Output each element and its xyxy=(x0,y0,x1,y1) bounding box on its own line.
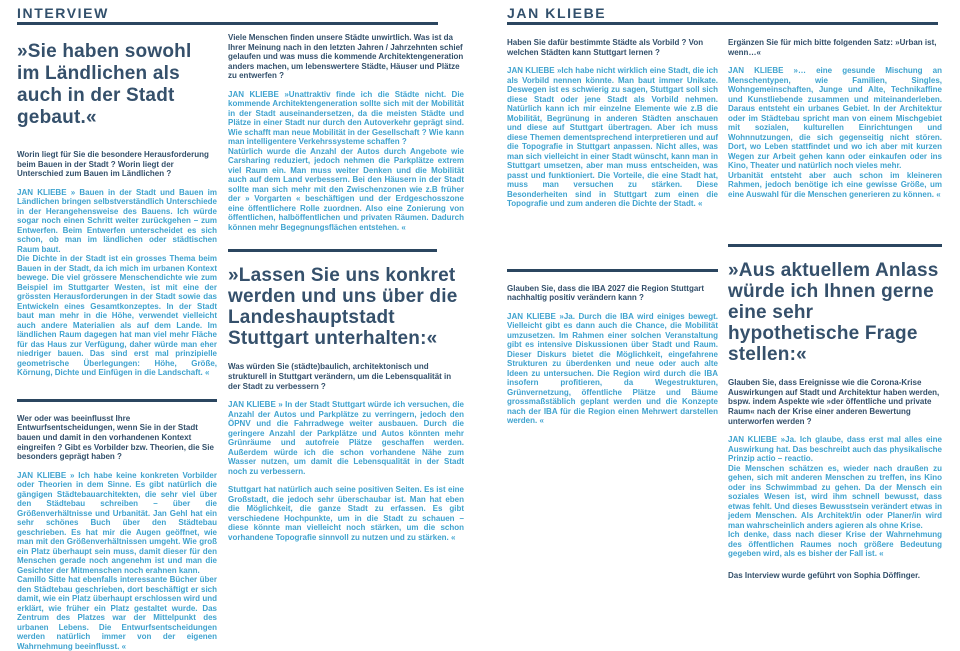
answer-paragraph: Die Menschen schätzen es, wieder nach draußen zu gehen, sich mit anderen Menschen zu treffen, ins Kino oder ins Schwimmbad zu gehen. Da der Mensch ein soziales Wesen ist, wird ihm schnell bewusst, dass etwas fehlt. Und dieses Bewusstsein verändert etwas in jedem Menschen. Als Architekt/in oder Planer/in wird man wahrscheinlich anders agieren als ohne Krise. xyxy=(728,463,942,530)
answer-paragraph: JAN KLIEBE » Bauen in der Stadt und Bauen im Ländlichen bringen selbstverständlich Unterschiede in der Herangehensweise des Bauens. Ich würde sogar noch einen Schritt weiter zurückgehen – zum Entwerfen. Beim Entwerfen unterscheidet es sich schon, ob man im ländlichen oder städtischen Raum baut. xyxy=(17,187,217,254)
answer-paragraph: JAN KLIEBE » In der Stadt Stuttgart würde ich versuchen, die Anzahl der Autos und Parkplätze zu verringern, jedoch den ÖPNV und die Fahrradwege weiter ausbauen. Durch die geringere Anzahl der Parkplätze und Autos könnten mehr Grünräume und autofreie Plätze geschaffen werden. Außerdem würde ich die schon vorhandene Nähe zum Wasser nutzen, um damit die Lebensqualität in der Stadt noch zu verbessern. xyxy=(228,400,464,476)
column-1 xyxy=(17,41,217,651)
answer-paragraph: Stuttgart hat natürlich auch seine positiven Seiten. Es ist eine Großstadt, die jedoch sehr überschaubar ist. Man hat eben die Möglichkeit, die ganze Stadt zu erfassen. Es gibt verschiedene Hochpunkte, um in die Stadt zu schauen – diese könnte man vielleicht noch stärken, um die schon vorhandene Topografie sinnvoll zu nutzen und zu stärken. « xyxy=(228,485,464,542)
pull-quote: »Aus aktuellem Anlass würde ich Ihnen gerne eine sehr hypothetische Frage stellen:« xyxy=(728,260,939,366)
right-page-kicker: JAN KLIEBE xyxy=(507,5,607,21)
left-header-rule xyxy=(17,22,438,25)
section-divider xyxy=(228,249,437,252)
section-divider xyxy=(507,269,718,272)
question: Glauben Sie, dass die IBA 2027 die Region Stuttgart nachhaltig positiv verändern kann ? xyxy=(507,283,705,303)
column-2 xyxy=(228,33,464,542)
question: Glauben Sie, dass Ereignisse wie die Corona-Krise Auswirkungen auf Stadt und Architektur haben werden, bspw. indem Aspekte wie »der öffentliche und private Raum« nach der Krise einer anderen Bewertung unterworfen werden ? xyxy=(728,378,940,426)
left-page-kicker: INTERVIEW xyxy=(17,5,109,21)
section-divider xyxy=(17,399,217,402)
answer-paragraph: JAN KLIEBE »Ja. Ich glaube, dass erst mal alles eine Auswirkung hat. Das beschreibt auch das physikalische Prinzip actio – reactio. xyxy=(728,435,942,464)
answer-paragraph: Ich denke, dass nach dieser Krise der Wahrnehmung des öffentlichen Raumes noch größere Bedeutung gegeben wird, als es bisher der Fall ist. « xyxy=(728,530,942,559)
answer-paragraph: Natürlich wurde die Anzahl der Autos durch Angebote wie Carsharing reduziert, jedoch nehmen die Parkplätze extrem viel Raum ein. Man muss weiter Denken und die Mobilität auch auf dem Land verbessern. Bei den Häusern in der Stadt sollte man sich mehr mit den Zwischenzonen wie z.B früher der » Vorgarten « beschäftigen und der Erdgeschosszone eine öffentlichere Rolle zuordnen. Also eine Zonierung von öffentlichen, halböffentlichen und privaten Räumen. Dadurch können mehr Begegnungsflächen entstehen. « xyxy=(228,146,464,232)
answer-paragraph: JAN KLIEBE » Ich habe keine konkreten Vorbilder oder Theorien in dem Sinne. Es gibt natürlich die gängigen Städtebauarchitekten, die sehr viel über den Städtebau schreiben – über die Größenverhältnisse und Urbanität. Jan Gehl hat ein sehr schönes Buch über den Städtebau geschrieben. Es hat mir die Augen geöffnet, wie man mit den Größenverhältnissen umgeht. Wie groß ein Platz überhaupt sein muss, damit dieser für den Menschen gerade noch angenehm ist und man die Gesichter der Mitmenschen noch erahnen kann. xyxy=(17,470,217,575)
question: Viele Menschen finden unsere Städte unwirtlich. Was ist da Ihrer Meinung nach in den letzten Jahren / Jahrzehnten schief gelaufen und was muss die kommende Architektengeneration anders machen, um lebenswertere Städte, Häuser und Plätze zu entwerfen ? xyxy=(228,33,464,81)
right-header-rule xyxy=(507,22,938,25)
question: Haben Sie dafür bestimmte Städte als Vorbild ? Von welchen Städten kann Stuttgart lernen ? xyxy=(507,38,704,57)
answer-paragraph: Urbanität entsteht aber auch schon im kleineren Rahmen, jedoch benötige ich eine gewisse Größe, um eine Auswahl für die Menschen generieren zu können. « xyxy=(728,170,942,199)
question: Wer oder was beeinflusst Ihre Entwurfsentscheidungen, wenn Sie in der Stadt bauen und damit in den vorhandenen Kontext eingreifen ? Gibt es Vorbilder bzw. Theorien, die Sie besonders geprägt haben ? xyxy=(17,413,214,462)
answer-paragraph: Die Dichte in der Stadt ist ein grosses Thema beim Bauen in der Stadt, da ich mich im urbanen Kontext bewege. Die viel grössere Menschendichte wie zum Beispiel im Stuttgarter Westen, ist mit eine der grössten Herausforderungen in der Stadt sowie das Entwickeln eines Gesamtkonzeptes. In der Stadt baut man mehr in die Höhe, verwendet vielleicht auch andere Materialien als auf dem Lande. Im ländlichen Raum dagegen hat man viel mehr Fläche für das Haus zur Verfügung, daher würde man eher niedriger bauen. Das sind erst mal prinzipielle geometrische Überlegungen: Höhe, Größe, Körnung, Dichte und Einfügen in die Landschaft. « xyxy=(17,254,217,378)
answer-paragraph: JAN KLIEBE »… eine gesunde Mischung an Menschentypen, wie Familien, Singles, Wohngemeinschaften, Junge und Alte, Technikaffine und Kunstliebende zusammen und miteinanderleben. Daraus entsteht ein urbanes Gebiet. In der Architektur oder im Städtebau spricht man von einem Mischgebiet mit sozialen, kulturellen Einrichtungen und Wohnnutzungen, die sich gegenseitig nicht stören. Dort, wo Leben stattfindet und wo ich aber mit kurzen Wegen zur Arbeit gehen kann oder einkaufen oder ins Kino, Theater und natürlich noch vieles mehr. xyxy=(728,66,942,171)
answer-paragraph: JAN KLIEBE »Unattraktiv finde ich die Städte nicht. Die kommende Architektengeneration sollte sich mit der Mobilität in der Stadt auseinandersetzen, da die meisten Städte und Plätze in einer Stadt nur durch den Autoverkehr geprägt sind. Wie schafft man neue Mobilität in der Gesellschaft ? Wie kann man intelligentere Verkehrssysteme schaffen ? xyxy=(228,89,464,147)
answer-paragraph: JAN KLIEBE »Ja. Durch die IBA wird einiges bewegt. Vielleicht gibt es dann auch die Chance, die Mobilität umzusetzen. Im Rahmen einer solchen Veranstaltung gibt es intensive Diskussionen über Stadt und Raum. Dieser Diskurs bietet die Möglichkeit, eingefahrene Strukturen zu überdenken und neue oder auch alte Ideen zu untersuchen. Die Region wird durch die IBA insofern profitieren, da Wegestrukturen, Grünvernetzung, öffentliche Plätze und Bäume grossmaßstäblich geplant werden und die Konzepte nach der IBA für die Region einen Mehrwert darstellen werden. « xyxy=(507,311,718,426)
column-4 xyxy=(728,38,942,580)
section-divider xyxy=(728,244,942,247)
interview-headline: »Sie haben sowohl im Ländlichen als auch in der Stadt gebaut.« xyxy=(17,41,192,128)
pull-quote: »Lassen Sie uns konkret werden und uns über die Landeshauptstadt Stuttgart unterhalten:« xyxy=(228,265,458,350)
column-3 xyxy=(507,38,718,426)
question: Ergänzen Sie für mich bitte folgenden Satz: »Urban ist, wenn…« xyxy=(728,38,937,57)
answer-paragraph: Camillo Sitte hat ebenfalls interessante Bücher über den Städtebau geschrieben, dort beschäftigt er sich damit, wie ein Platz überhaupt erschlossen wird und erklärt, wie früher ein Platz gestaltet wurde. Das Zentrum des Platzes war der Mittelpunkt des urbanen Lebens. Die Entwurfsentscheidungen werden natürlich immer von der eigenen Wahrnehmung beeinflusst. « xyxy=(17,575,217,651)
answer-paragraph: JAN KLIEBE »Ich habe nicht wirklich eine Stadt, die ich als Vorbild nennen könnte. Man baut immer Unikate. Deswegen ist es schwierig zu sagen, Stuttgart soll sich diese Stadt oder jene Stadt als Vorbild nehmen. Natürlich kann ich mir einzelne Elemente wie z.B die Mobilität, Begrünung in anderen Städten anschauen und diese auf Stuttgart übertragen. Aber ich muss diese Themen dementsprechend interpretieren und auf die Topografie in Stuttgart anpassen. Nicht alles, was man sich vielleicht in einer Stadt wünscht, kann man in Stuttgart umsetzen, aber man muss entscheiden, was passt und funktioniert. Die Vorteile, die eine Stadt hat, muss man versuchen zu stärken. Diese Besonderheiten sind in Stuttgart zum einen die Topografie und zum anderen die Dichte der Stadt. « xyxy=(507,66,718,209)
question: Was würden Sie (städte)baulich, architektonisch und strukturell in Stuttgart verändern, um die Lebensqualität in der Stadt zu verbessern ? xyxy=(228,362,452,391)
question: Worin liegt für Sie die besondere Herausforderung beim Bauen in der Stadt ? Worin liegt der Unterschied zum Bauen im Ländlichen ? xyxy=(17,150,209,179)
interview-credit: Das Interview wurde geführt von Sophia Döffinger. xyxy=(728,570,921,580)
